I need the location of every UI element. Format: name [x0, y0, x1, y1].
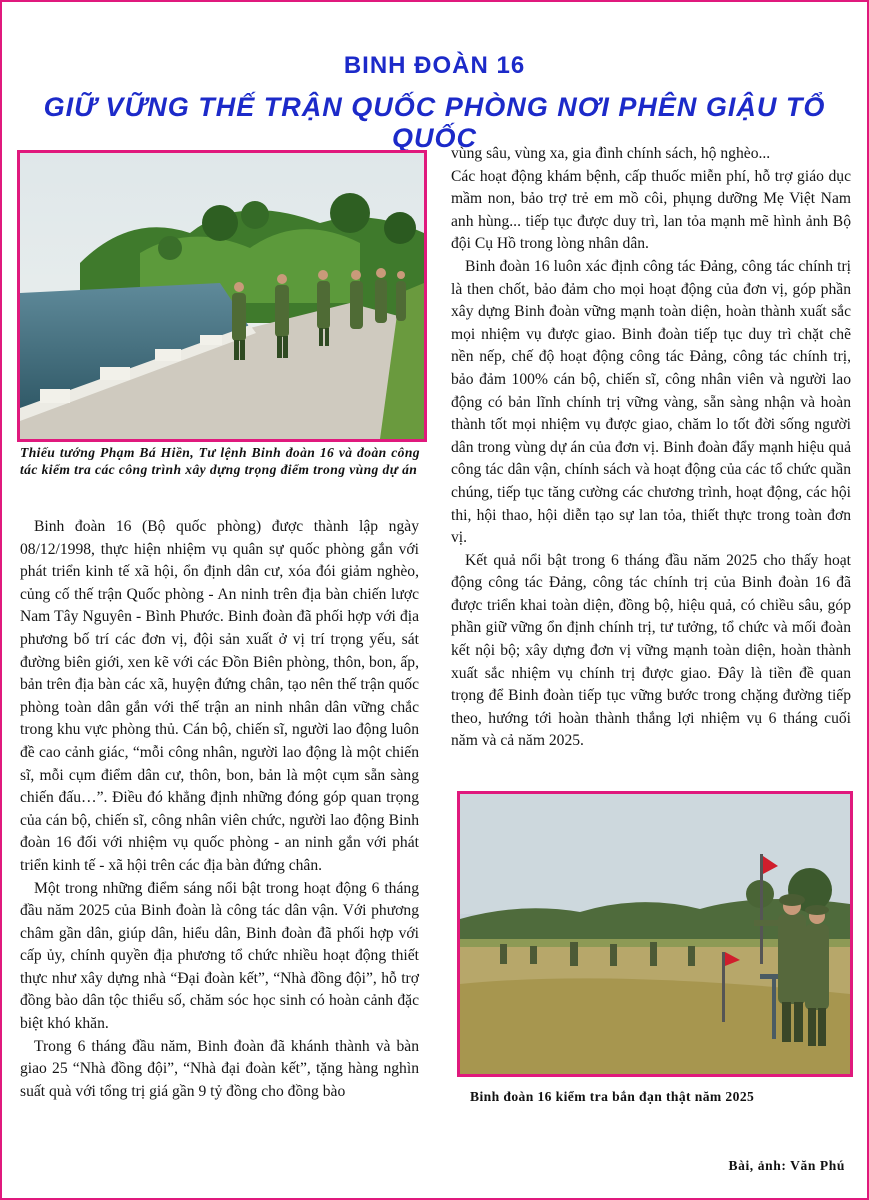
- byline: Bài, ảnh: Văn Phú: [728, 1158, 845, 1173]
- article-paragraph: Một trong những điểm sáng nổi bật trong hoạt động 6 tháng đầu năm 2025 của Binh đoàn là công tác dân vận. Với phương châm gần dân, giúp dân, hiểu dân, Binh đoàn đã phối hợp với cấp ủy, chính quyền địa phương tổ chức nhiều hoạt động thiết thực như xây dựng nhà “Đại đoàn kết”, “Nhà đồng đội”, hỗ trợ đồng bào dân tộc thiểu số, chăm sóc học sinh có hoàn cảnh đặc biệt khó khăn.: [20, 879, 419, 1033]
- title-line-1: BINH ĐOÀN 16: [343, 52, 526, 79]
- article-paragraph: vùng sâu, vùng xa, gia đình chính sách, hộ nghèo...: [451, 145, 771, 162]
- article-paragraph: Trong 6 tháng đầu năm, Binh đoàn đã khánh thành và bàn giao 25 “Nhà đồng đội”, “Nhà đại đoàn kết”, tặng hàng nghìn suất quà với tổng trị giá gần 9 tỷ đồng cho đồng bào: [20, 1037, 419, 1100]
- photo-live-fire-check: [457, 791, 853, 1077]
- photo1-caption: Thiếu tướng Phạm Bá Hiền, Tư lệnh Binh đoàn 16 và đoàn công tác kiểm tra các công trình xây dựng trọng điểm trong vùng dự án: [20, 445, 420, 477]
- article-column-left: [20, 516, 419, 1103]
- photo-lake-walkway-illustration: [20, 153, 424, 439]
- article-paragraph: Binh đoàn 16 (Bộ quốc phòng) được thành lập ngày 08/12/1998, thực hiện nhiệm vụ quân sự quốc phòng gắn với phát triển kinh tế xã hội, ổn định dân cư, xóa đói giảm nghèo, củng cố thế trận Quốc phòng - An ninh trên địa bàn chiến lược Nam Tây Nguyên - Bình Phước. Binh đoàn đã phối hợp với địa phương bố trí các đơn vị, đội sản xuất ở vị trí trọng yếu, sát đường biên giới, xen kẽ với các Đồn Biên phòng, thôn, bon, ấp, bản trên địa bàn các xã, huyện đứng chân, tạo nên thế trận quốc phòng toàn dân gắn với thế trận an ninh nhân dân vững chắc trong khu vực phòng thủ. Cán bộ, chiến sĩ, người lao động luôn đề cao cảnh giác, “mỗi công nhân, người lao động là một chiến sĩ, mỗi cụm điểm dân cư, thôn, bon, bản là một cụm sẵn sàng chiến đấu…”. Điều đó khẳng định những đóng góp quan trọng của cán bộ, chiến sĩ, công nhân viên chức, người lao động Binh đoàn 16 đối với nhiệm vụ quốc phòng - an ninh gắn với phát triển kinh tế - xã hội trên các địa bàn đứng chân.: [20, 518, 419, 874]
- photo-firing-range-illustration: [460, 794, 850, 1074]
- article-paragraph: Binh đoàn 16 luôn xác định công tác Đảng, công tác chính trị là then chốt, bảo đảm cho mọi hoạt động của đơn vị, góp phần xây dựng Binh đoàn vững mạnh toàn diện, hoàn thành xuất sắc mọi nhiệm vụ được giao. Binh đoàn tiếp tục duy trì chặt chẽ nền nếp, chế độ hoạt động công tác Đảng, công tác chính trị, bảo đảm 100% cán bộ, chiến sĩ, công nhân viên và người lao động có bản lĩnh chính trị vững vàng, sẵn sàng nhận và hoàn thành tốt mọi nhiệm vụ được giao, chăm lo tốt đời sống người dân trong vùng dự án của đơn vị. Binh đoàn đẩy mạnh hiệu quả công tác dân vận, chính sách và hoạt động của các tổ chức quần chúng, tiếp tục tăng cường các chương trình, hoạt động, các hội thi, hội thao, hội diễn tạo sự lan tỏa, thiết thực trong toàn đơn vị.: [451, 257, 851, 547]
- photo-inspection-team: [17, 150, 427, 442]
- article-paragraph: Các hoạt động khám bệnh, cấp thuốc miễn phí, hỗ trợ giáo dục mầm non, bảo trợ trẻ em mồ côi, phụng dưỡng Mẹ Việt Nam anh hùng... tiếp tục được duy trì, lan tỏa mạnh mẽ hình ảnh Bộ đội Cụ Hồ trong lòng nhân dân.: [451, 167, 851, 253]
- article-column-right: [451, 143, 851, 753]
- photo2-caption: Binh đoàn 16 kiểm tra bắn đạn thật năm 2025: [470, 1089, 755, 1104]
- article-paragraph: Kết quả nổi bật trong 6 tháng đầu năm 2025 cho thấy hoạt động công tác Đảng, công tác chính trị của Binh đoàn 16 đã được triển khai toàn diện, đồng bộ, hiệu quả, có chiều sâu, góp phần giữ vững ổn định chính trị, tư tưởng, tổ chức và mối đoàn kết nội bộ; xây dựng đơn vị vững mạnh toàn diện, hoàn thành xuất sắc nhiệm vụ chính trị được giao. Đây là tiền đề quan trọng để Binh đoàn tiếp tục vững bước trong chặng đường tiếp theo, hướng tới hoàn thành thắng lợi nhiệm vụ 6 tháng cuối năm và cả năm 2025.: [451, 551, 851, 750]
- title-line-2: GIỮ VỮNG THẾ TRẬN QUỐC PHÒNG NƠI PHÊN GIẬU TỔ QUỐC: [43, 92, 826, 153]
